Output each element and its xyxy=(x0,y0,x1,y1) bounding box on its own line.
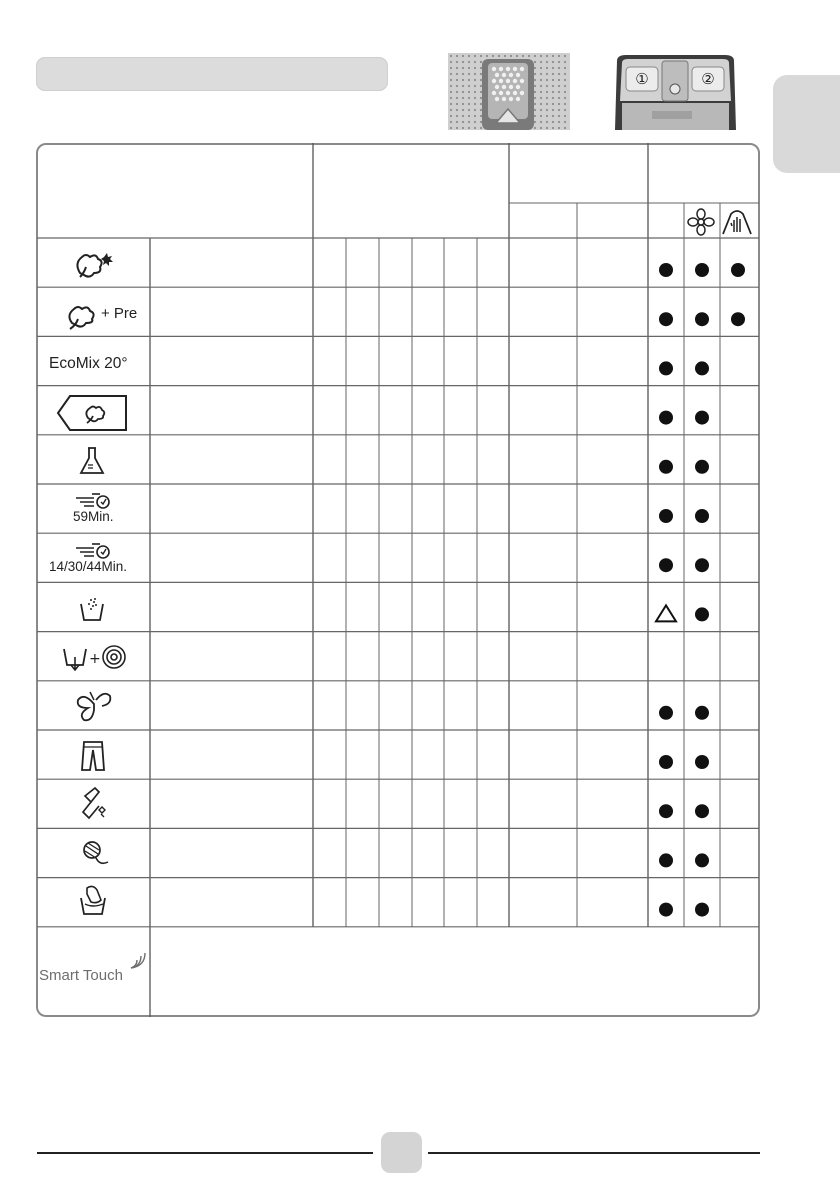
compatibility-dot xyxy=(659,755,673,769)
rinse-icon xyxy=(79,596,105,622)
page-number-badge xyxy=(381,1132,422,1173)
compatibility-dot xyxy=(695,903,709,917)
compatibility-dot xyxy=(659,312,673,326)
compatibility-dot xyxy=(695,607,709,621)
optional-triangle-mark xyxy=(656,605,676,621)
hygiene-flask-icon xyxy=(79,446,105,476)
compatibility-dot xyxy=(659,509,673,523)
svg-text:+: + xyxy=(89,651,101,667)
compatibility-dot xyxy=(659,804,673,818)
prewash-hand-icon xyxy=(720,206,754,236)
rapid-14-30-44-label: 14/30/44Min. xyxy=(49,559,128,574)
baby-bottle-icon xyxy=(79,786,109,820)
smart-touch-label: Smart Touch xyxy=(39,967,123,984)
compatibility-dot xyxy=(695,706,709,720)
compatibility-dot xyxy=(695,853,709,867)
compatibility-dot xyxy=(659,853,673,867)
compatibility-dot xyxy=(659,706,673,720)
compatibility-dot xyxy=(659,460,673,474)
drain-spin-icon xyxy=(62,643,132,673)
compatibility-dot xyxy=(695,411,709,425)
delicates-butterfly-icon xyxy=(74,690,114,724)
compatibility-dot xyxy=(695,263,709,277)
footer-rule-right xyxy=(428,1152,760,1154)
compatibility-dot xyxy=(731,312,745,326)
handwash-icon xyxy=(79,884,109,916)
compatibility-dot xyxy=(695,460,709,474)
compatibility-dot xyxy=(695,361,709,375)
jeans-icon xyxy=(80,740,106,772)
compatibility-dot xyxy=(695,804,709,818)
rapid-59-label: 59Min. xyxy=(73,509,114,524)
compatibility-dot xyxy=(695,755,709,769)
compatibility-dot xyxy=(659,411,673,425)
compatibility-dot xyxy=(695,509,709,523)
compatibility-dot xyxy=(695,312,709,326)
wool-icon xyxy=(78,838,110,868)
compatibility-dot xyxy=(731,263,745,277)
rapid-14-30-44-icon xyxy=(74,540,114,560)
rapid-59-icon xyxy=(74,490,114,510)
footer-rule-left xyxy=(37,1152,373,1154)
cotton-eco-tag-icon xyxy=(56,394,128,432)
compatibility-dot xyxy=(695,558,709,572)
cotton-prewash-icon xyxy=(60,301,100,331)
compatibility-dot xyxy=(659,361,673,375)
nfc-signal-icon xyxy=(129,952,147,970)
ecomix-label: EcoMix 20° xyxy=(49,355,128,372)
compatibility-dot xyxy=(659,558,673,572)
compartment-2-label: ② xyxy=(701,70,715,88)
softener-flower-icon xyxy=(687,208,715,236)
compatibility-dot xyxy=(659,903,673,917)
cotton-stain-icon xyxy=(60,245,140,285)
compartment-1-label: ① xyxy=(635,70,649,88)
prewash-label: + Pre xyxy=(101,305,138,322)
compatibility-dot xyxy=(659,263,673,277)
